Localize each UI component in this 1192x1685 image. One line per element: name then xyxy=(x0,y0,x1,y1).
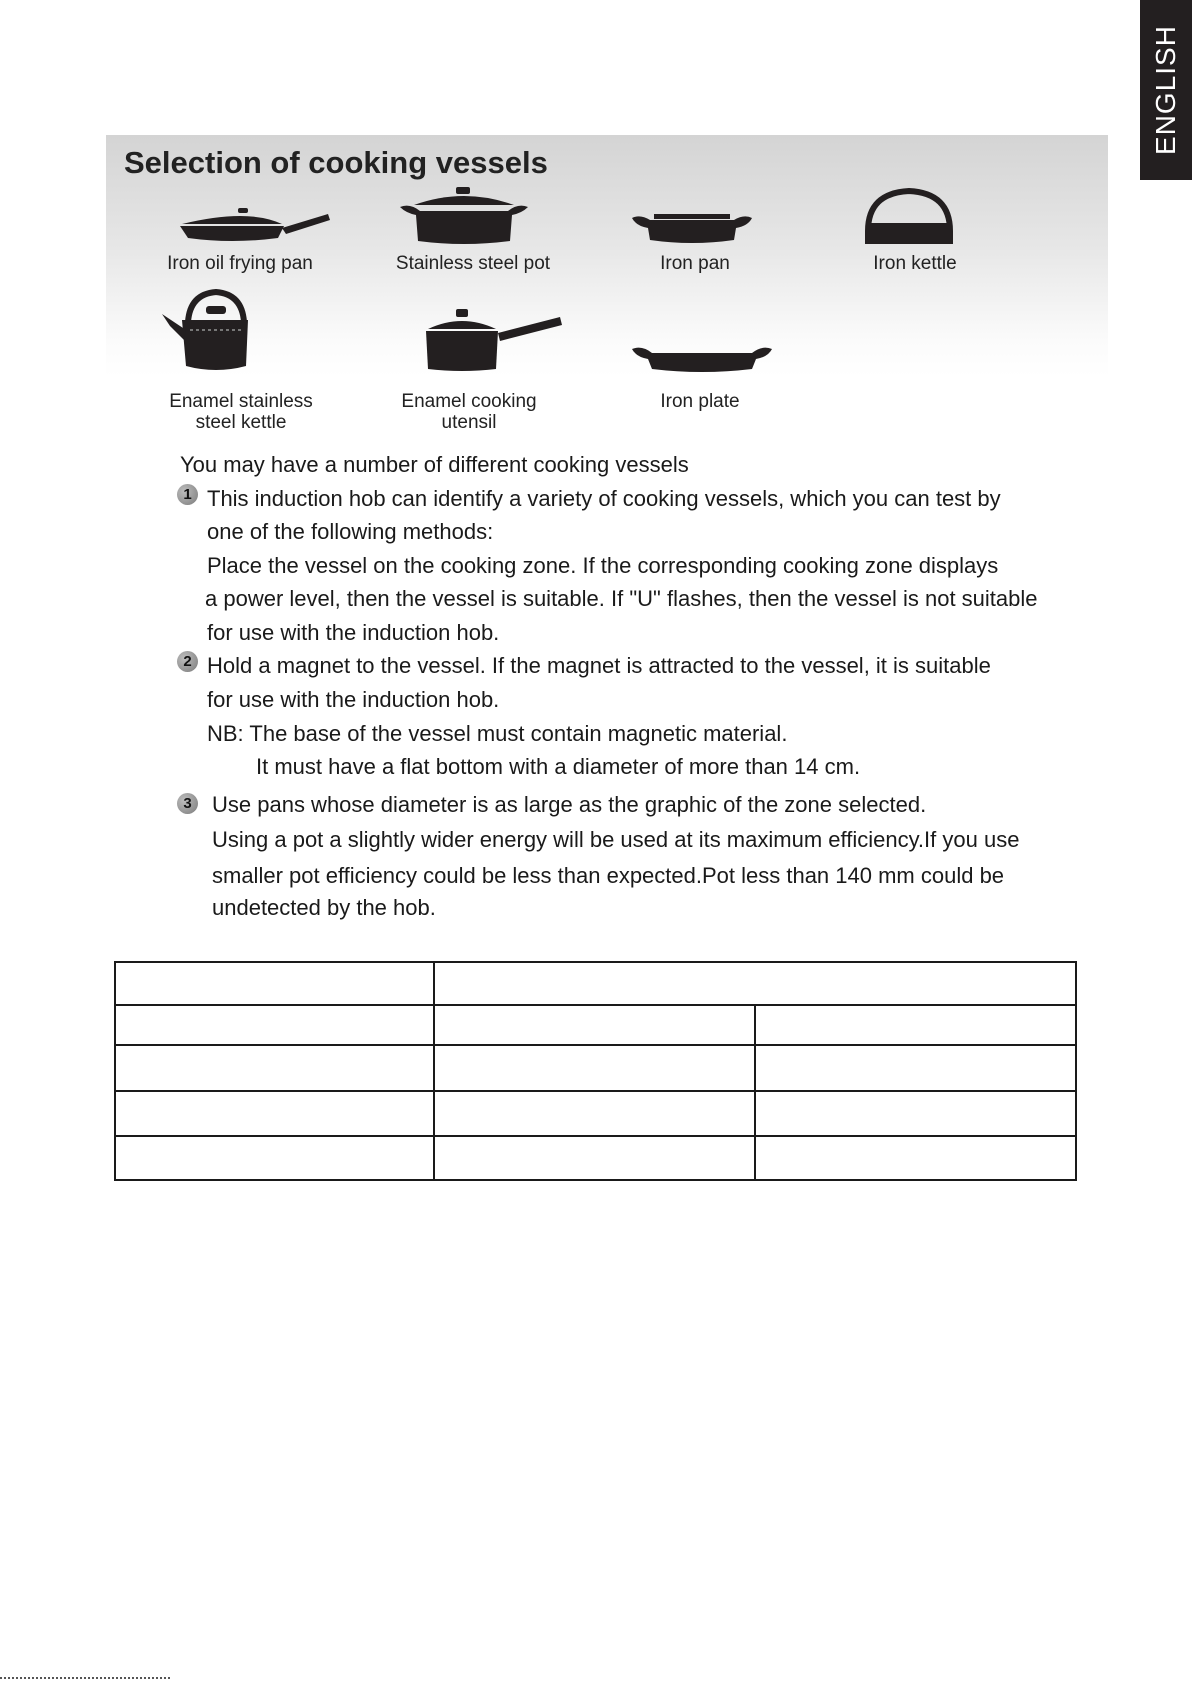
step3-line: Using a pot a slightly wider energy will be used at its maximum efficiency.If you use xyxy=(212,827,1020,852)
vessel-label-line: utensil xyxy=(441,412,497,433)
vessel-label-line: Iron plate xyxy=(660,391,740,412)
step3-line: smaller pot efficiency could be less than expected.Pot less than 140 mm could be xyxy=(212,863,1005,888)
step2-line: NB: The base of the vessel must contain magnetic material. xyxy=(207,721,788,746)
iron-pan-icon xyxy=(632,210,752,246)
step-number-badge: 1 xyxy=(177,484,198,505)
kettle-icon xyxy=(160,288,260,374)
language-tab xyxy=(1140,0,1192,180)
step3-line: Use pans whose diameter is as large as the graphic of the zone selected. xyxy=(212,792,927,817)
vessel-label-stainless-steel-pot: Stainless steel pot xyxy=(395,253,551,274)
vessel-label-line: Enamel cooking xyxy=(401,391,537,412)
step1-line: one of the following methods: xyxy=(207,519,494,544)
frying-pan-icon xyxy=(178,202,330,247)
step2-line: Hold a magnet to the vessel. If the magnet is attracted to the vessel, it is suitable xyxy=(207,653,991,678)
step-number-badge: 3 xyxy=(177,793,198,814)
language-tab-label: ENGLISH xyxy=(1150,25,1181,155)
step3-line: undetected by the hob. xyxy=(212,895,436,920)
step-number-badge: 2 xyxy=(177,651,198,672)
pot-icon xyxy=(400,185,528,247)
iron-kettle-icon xyxy=(864,187,954,247)
vessel-label-enamel-utensil xyxy=(384,391,554,433)
footer-mark xyxy=(0,1677,170,1685)
empty-table xyxy=(114,961,1077,1181)
step2-line: for use with the induction hob. xyxy=(207,687,500,712)
intro-text: You may have a number of different cooking vessels xyxy=(180,452,689,477)
vessel-label-line: Enamel stainless xyxy=(169,391,313,412)
vessel-label-iron-kettle: Iron kettle xyxy=(873,253,957,274)
saucepan-icon xyxy=(424,307,562,373)
step1-line: a power level, then the vessel is suitable. If "U" flashes, then the vessel is not suitable xyxy=(205,586,1038,611)
step1-line: Place the vessel on the cooking zone. If the corresponding cooking zone displays xyxy=(207,553,999,578)
step1-line: for use with the induction hob. xyxy=(207,620,500,645)
vessel-label-line: steel kettle xyxy=(195,412,287,433)
vessel-label-iron-oil-frying-pan: Iron oil frying pan xyxy=(167,253,313,274)
vessel-label-iron-plate xyxy=(640,391,760,412)
iron-plate-icon xyxy=(632,345,772,375)
step2-line: It must have a flat bottom with a diameter of more than 14 cm. xyxy=(256,754,861,779)
step1-line: This induction hob can identify a variety of cooking vessels, which you can test by xyxy=(207,486,1001,511)
vessel-label-iron-pan: Iron pan xyxy=(660,253,730,274)
vessel-label-enamel-kettle xyxy=(150,391,332,433)
section-title: Selection of cooking vessels xyxy=(124,145,548,180)
